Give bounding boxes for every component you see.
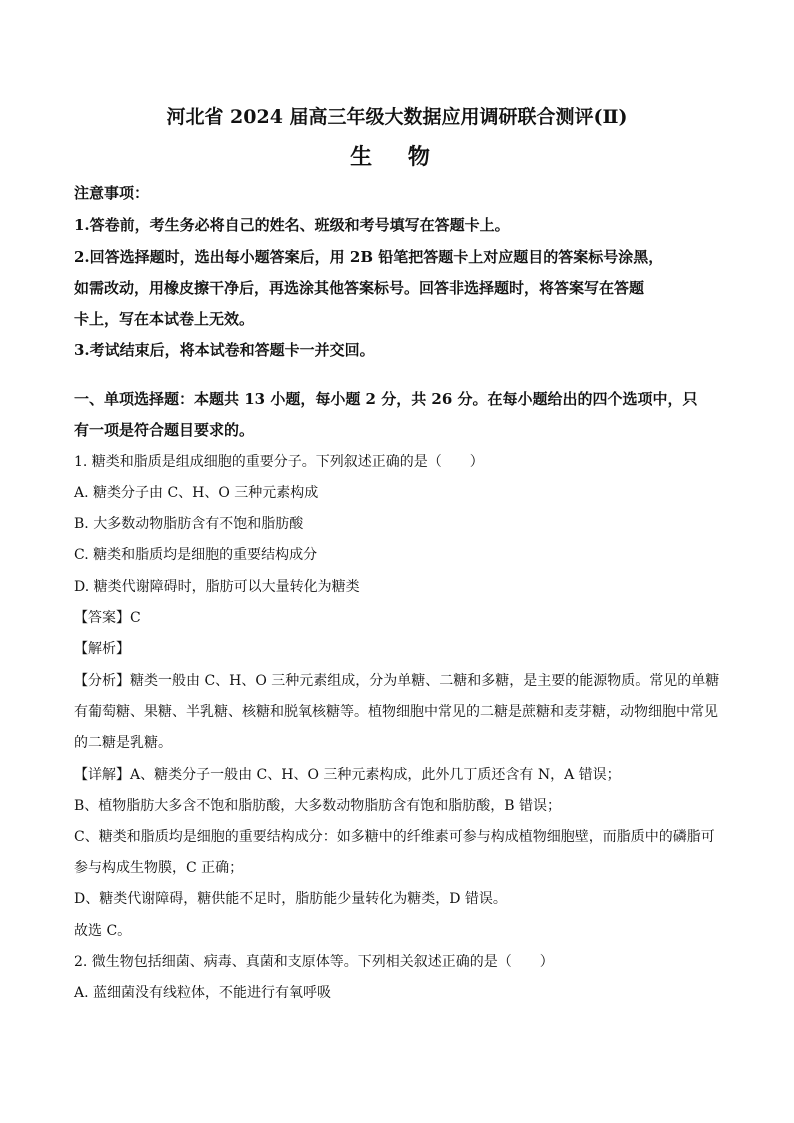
- section-heading-cont: 有一项是符合题目要求的。: [74, 421, 255, 439]
- conclusion-line: 故选 C。: [74, 923, 132, 939]
- detail-line: D、糖类代谢障碍，糖供能不足时，脂肪能少量转化为糖类，D 错误。: [74, 891, 507, 907]
- detail-line: 【详解】A、糖类分子一般由 C、H、O 三种元素构成，此外几丁质还含有 N，A 错误；: [74, 767, 621, 783]
- question-stem: 1. 糖类和脂质是组成细胞的重要分子。下列叙述正确的是（ ）: [74, 454, 484, 470]
- page-title: 河北省 2024 届高三年级大数据应用调研联合测评(Ⅱ): [166, 106, 628, 128]
- subject-title: 生 物: [350, 144, 444, 170]
- analysis-line: 有葡萄糖、果糖、半乳糖、核糖和脱氧核糖等。植物细胞中常见的二糖是蔗糖和麦芽糖，动物细胞中常见: [74, 704, 718, 720]
- detail-line: C、糖类和脂质均是细胞的重要结构成分：如多糖中的纤维素可参与构成植物细胞壁，而脂质中的磷脂可: [74, 829, 715, 845]
- analysis-line: 的二糖是乳糖。: [74, 735, 172, 751]
- option-b: B. 大多数动物脂肪含有不饱和脂肪酸: [74, 516, 304, 532]
- notice-item: 如需改动，用橡皮擦干净后，再选涂其他答案标号。回答非选择题时，将答案写在答题: [74, 279, 645, 297]
- question-stem: 2. 微生物包括细菌、病毒、真菌和支原体等。下列相关叙述正确的是（ ）: [74, 954, 554, 970]
- option-c: C. 糖类和脂质均是细胞的重要结构成分: [74, 547, 318, 563]
- notice-item: 3.考试结束后，将本试卷和答题卡一并交回。: [74, 341, 375, 359]
- option-a: A. 蓝细菌没有线粒体，不能进行有氧呼吸: [74, 985, 332, 1001]
- notice-item: 1.答卷前，考生务必将自己的姓名、班级和考号填写在答题卡上。: [74, 216, 510, 234]
- notice-item: 卡上，写在本试卷上无效。: [74, 310, 255, 328]
- analysis-line: 【分析】糖类一般由 C、H、O 三种元素组成，分为单糖、二糖和多糖，是主要的能源物质。常见的单糖: [74, 673, 720, 689]
- notice-item: 2.回答选择题时，选出每小题答案后，用 2B 铅笔把答题卡上对应题目的答案标号涂黑，: [74, 248, 664, 266]
- analysis-label: 【解析】: [74, 641, 130, 657]
- answer: 【答案】C: [74, 610, 141, 626]
- detail-line: 参与构成生物膜，C 正确；: [74, 860, 244, 876]
- option-a: A. 糖类分子由 C、H、O 三种元素构成: [74, 485, 319, 501]
- section-heading: 一、单项选择题：本题共 13 小题，每小题 2 分，共 26 分。在每小题给出的四个选项中，只: [74, 390, 698, 408]
- option-d: D. 糖类代谢障碍时，脂肪可以大量转化为糖类: [74, 579, 360, 595]
- detail-line: B、植物脂肪大多含不饱和脂肪酸，大多数动物脂肪含有饱和脂肪酸，B 错误；: [74, 798, 562, 814]
- notice-heading: 注意事项：: [74, 184, 150, 202]
